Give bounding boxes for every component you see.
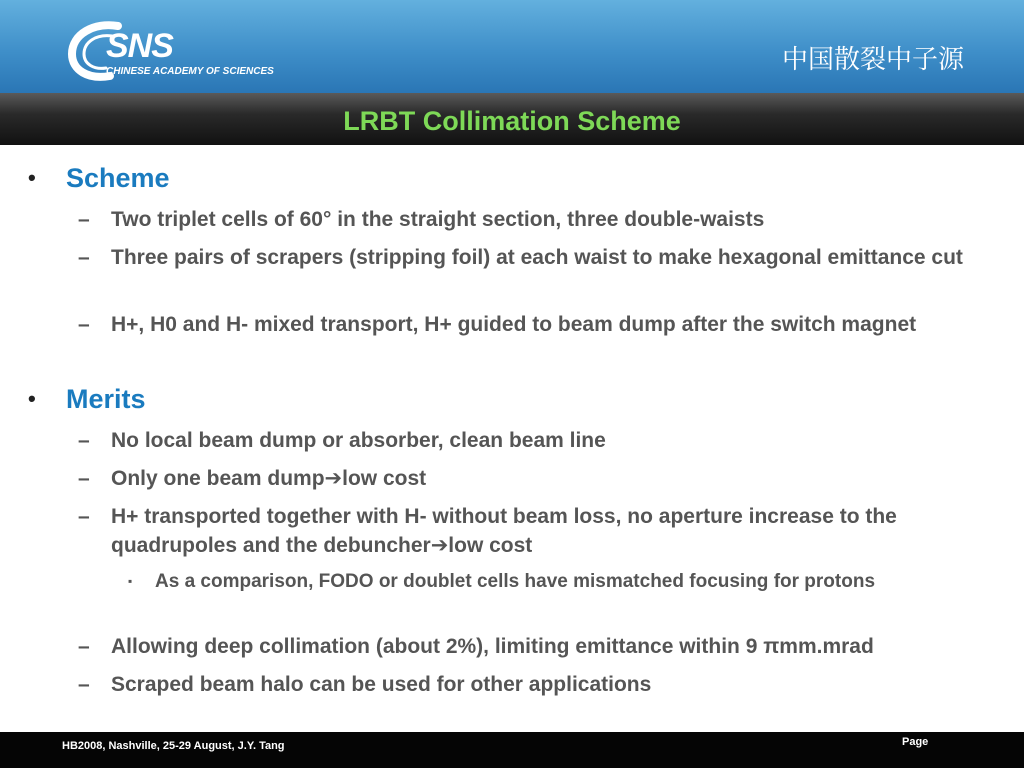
list-item-text: Scraped beam halo can be used for other applications (111, 673, 652, 696)
chinese-title: 中国散裂中子源 (781, 45, 964, 75)
dash-marker: – (78, 467, 90, 490)
list-item (78, 670, 998, 699)
header-banner (0, 0, 1024, 93)
list-item (78, 426, 998, 455)
list-item (78, 243, 998, 272)
dash-marker: – (78, 635, 90, 658)
sub-list-item-text: As a comparison, FODO or doublet cells have mismatched focusing for protons (155, 571, 876, 592)
section-heading-text: Merits (66, 384, 146, 414)
square-marker: ▪ (128, 574, 133, 588)
list-item-text: Three pairs of scrapers (stripping foil) at each waist to make hexagonal emittance cut (111, 246, 963, 269)
list-item-text: Only one beam dump➔low cost (111, 467, 427, 490)
list-item (78, 632, 998, 661)
bullet-marker: • (28, 386, 36, 411)
sns-logo (66, 20, 286, 84)
dash-marker: – (78, 246, 90, 269)
list-item (78, 205, 998, 234)
footer-bar (0, 732, 1024, 768)
dash-marker: – (78, 505, 90, 528)
list-item (78, 310, 998, 339)
footer-credit: HB2008, Nashville, 25-29 August, J.Y. Tang (62, 740, 285, 752)
list-item-text: Allowing deep collimation (about 2%), limiting emittance within 9 πmm.mrad (111, 635, 874, 658)
list-item-text: Two triplet cells of 60° in the straight section, three double-waists (111, 208, 765, 231)
list-item-text: No local beam dump or absorber, clean beam line (111, 429, 606, 452)
section-heading-text: Scheme (66, 163, 170, 193)
logo-main-text: SNS (106, 27, 173, 65)
sub-list-item (128, 568, 988, 596)
logo-sub-text: CHINESE ACADEMY OF SCIENCES (106, 66, 274, 77)
dash-marker: – (78, 429, 90, 452)
dash-marker: – (78, 673, 90, 696)
slide-title: LRBT Collimation Scheme (343, 106, 681, 136)
list-item-text: H+, H0 and H- mixed transport, H+ guided to beam dump after the switch magnet (111, 313, 917, 336)
footer-page-label: Page (902, 736, 929, 748)
bullet-marker: • (28, 165, 36, 190)
list-item (78, 464, 998, 493)
dash-marker: – (78, 313, 90, 336)
list-item-text: H+ transported together with H- without beam loss, no aperture increase to the quadrupoles and the debuncher➔low cost (111, 505, 897, 557)
list-item (78, 502, 998, 560)
dash-marker: – (78, 208, 90, 231)
